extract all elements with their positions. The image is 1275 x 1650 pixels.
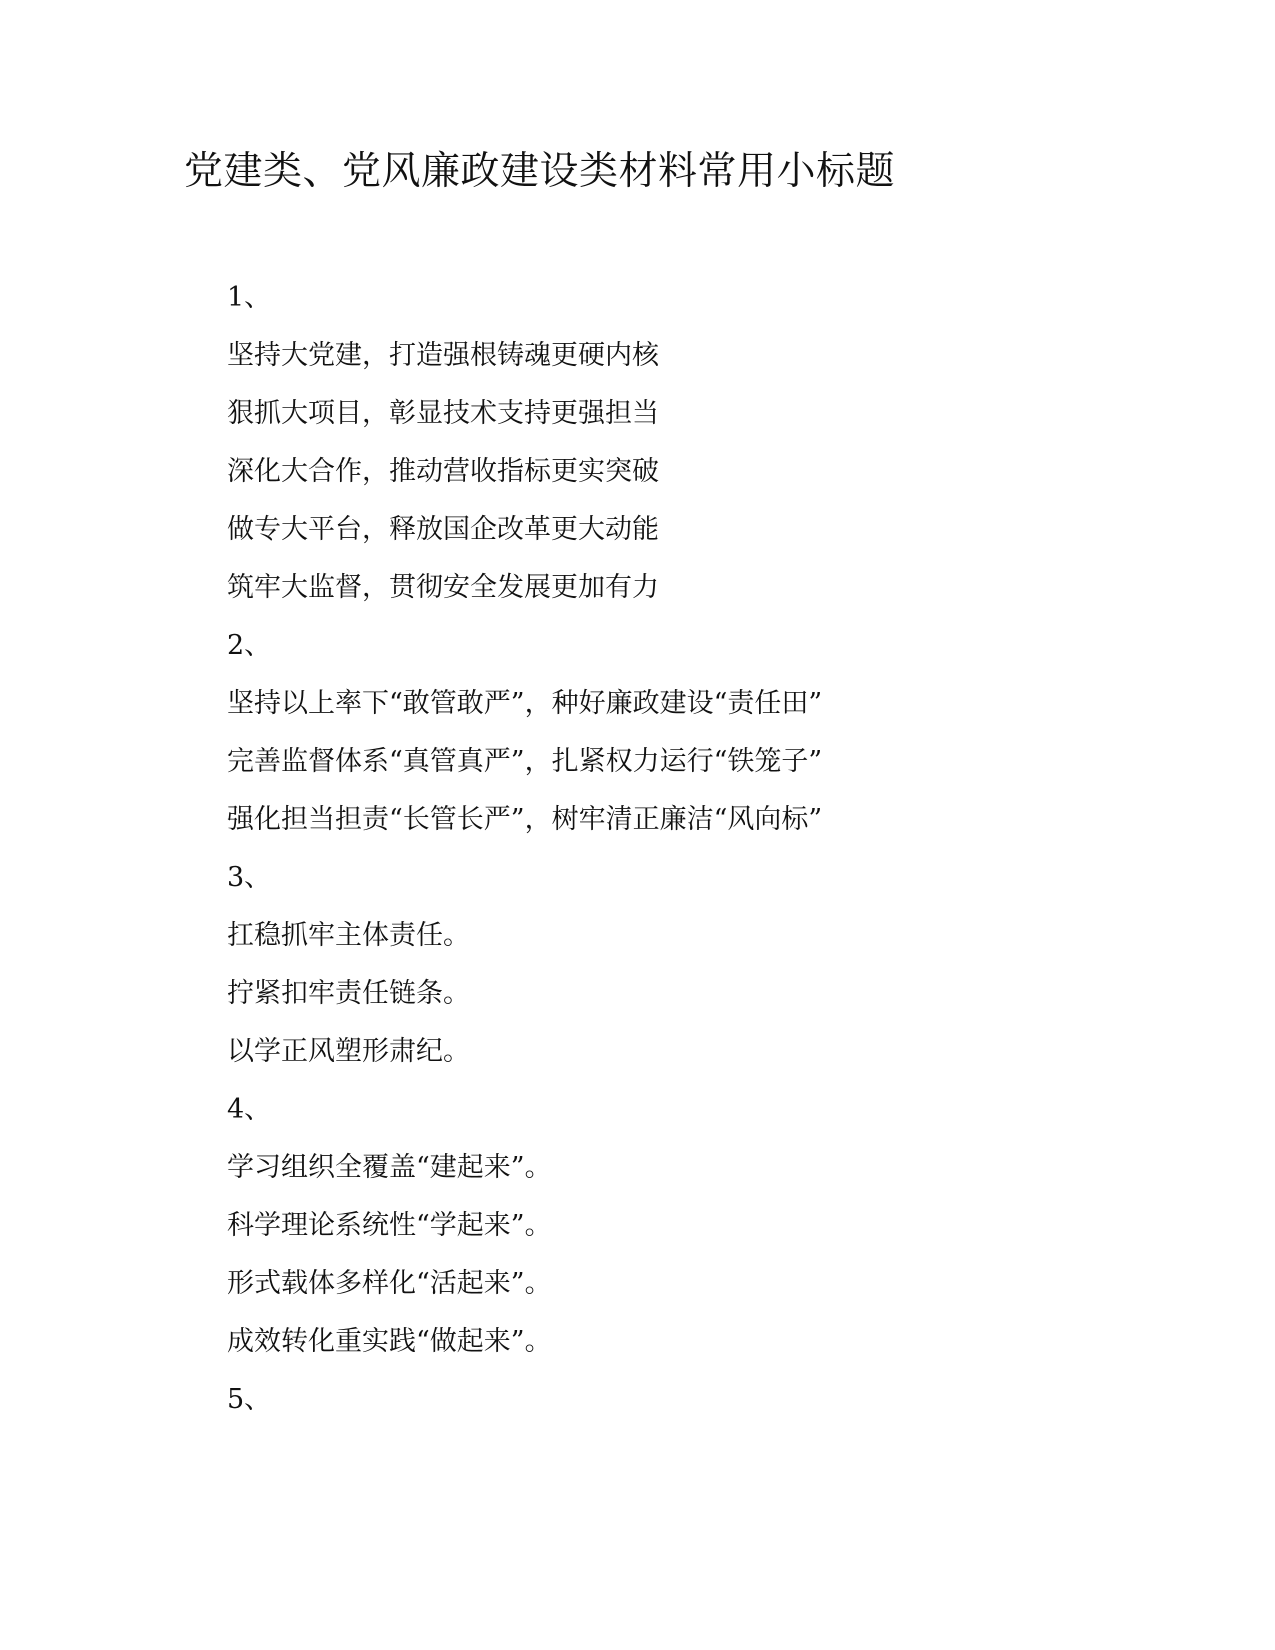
subtitle-line: 以学正风塑形肃纪。 — [227, 1036, 470, 1067]
subtitle-line: 坚持大党建，打造强根铸魂更硬内核 — [227, 340, 659, 371]
subtitle-line: 完善监督体系“真管真严”，扎紧权力运行“铁笼子” — [227, 746, 823, 777]
section-number-2: 2、 — [227, 630, 272, 661]
subtitle-line: 筑牢大监督，贯彻安全发展更加有力 — [227, 572, 659, 603]
document-body — [227, 269, 822, 1429]
subtitle-line: 拧紧扣牢责任链条。 — [227, 978, 470, 1009]
section-number-5: 5、 — [227, 1384, 272, 1415]
subtitle-line: 狠抓大项目，彰显技术支持更强担当 — [227, 398, 659, 429]
section-number-3: 3、 — [227, 862, 272, 893]
section-number-4: 4、 — [227, 1094, 272, 1125]
subtitle-line: 强化担当担责“长管长严”，树牢清正廉洁“风向标” — [227, 804, 823, 835]
subtitle-line: 扛稳抓牢主体责任。 — [227, 920, 470, 951]
subtitle-line: 学习组织全覆盖“建起来”。 — [227, 1152, 552, 1183]
subtitle-line: 科学理论系统性“学起来”。 — [227, 1210, 552, 1241]
subtitle-line: 成效转化重实践“做起来”。 — [227, 1326, 552, 1357]
subtitle-line: 坚持以上率下“敢管敢严”，种好廉政建设“责任田” — [227, 688, 823, 719]
subtitle-line: 深化大合作，推动营收指标更实突破 — [227, 456, 659, 487]
document-title: 党建类、党风廉政建设类材料常用小标题 — [184, 149, 896, 194]
section-number-1: 1、 — [227, 282, 272, 313]
subtitle-line: 形式载体多样化“活起来”。 — [227, 1268, 552, 1299]
subtitle-line: 做专大平台，释放国企改革更大动能 — [227, 514, 659, 545]
